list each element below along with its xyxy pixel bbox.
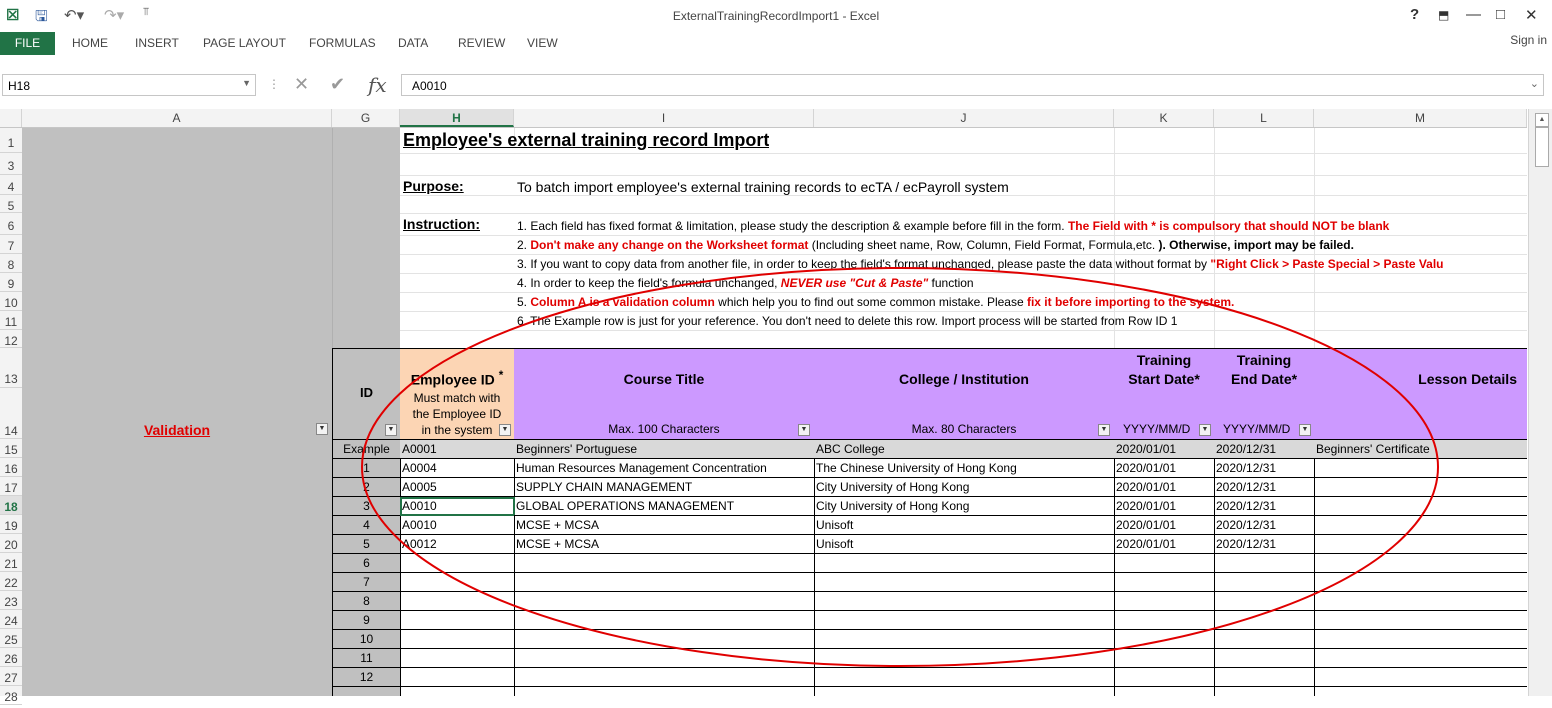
cell-lesson-details[interactable] bbox=[1314, 630, 1527, 649]
cell-employee-id[interactable]: A0012 bbox=[400, 535, 515, 554]
cell-course-title[interactable]: MCSE + MCSA bbox=[514, 535, 815, 554]
purpose-text: To batch import employee's external training records to ecTA / ecPayroll system bbox=[517, 179, 1009, 195]
tab-data[interactable]: DATA bbox=[398, 36, 429, 50]
column-header-i[interactable]: I bbox=[514, 109, 814, 127]
cell-id[interactable] bbox=[332, 687, 401, 696]
cell-college[interactable] bbox=[814, 554, 1115, 573]
cell-college[interactable] bbox=[814, 592, 1115, 611]
cell-end-date[interactable] bbox=[1214, 687, 1315, 696]
instruction-text: 3. If you want to copy data from another file, in order to keep the field's format unchanged, please paste the data without format by bbox=[517, 257, 1211, 271]
cell-college[interactable] bbox=[814, 573, 1115, 592]
cell-course-title[interactable] bbox=[514, 611, 815, 630]
instruction-label: Instruction: bbox=[403, 216, 480, 232]
filter-dropdown-icon[interactable]: ▼ bbox=[316, 423, 328, 435]
cell-start-date[interactable] bbox=[1114, 592, 1215, 611]
help-icon[interactable]: ? bbox=[1410, 6, 1420, 23]
instruction-text: 5. bbox=[517, 295, 531, 309]
cell-start-date[interactable]: 2020/01/01 bbox=[1114, 516, 1215, 535]
cell-lesson-details[interactable] bbox=[1314, 668, 1527, 687]
cell-id[interactable]: 11 bbox=[332, 649, 401, 668]
cell-start-date[interactable] bbox=[1114, 630, 1215, 649]
scrollbar-thumb[interactable] bbox=[1535, 127, 1549, 167]
window-title: ExternalTrainingRecordImport1 - Excel bbox=[672, 9, 880, 23]
column-header-l[interactable]: L bbox=[1214, 109, 1314, 127]
gridline bbox=[400, 254, 1527, 255]
row-header[interactable]: 4 bbox=[0, 175, 22, 195]
row-header[interactable]: 6 bbox=[0, 213, 22, 235]
cell-lesson-details[interactable] bbox=[1314, 554, 1527, 573]
cell-start-date[interactable] bbox=[1114, 554, 1215, 573]
cell-end-date[interactable] bbox=[1214, 573, 1315, 592]
filter-dropdown-icon[interactable]: ▼ bbox=[1098, 424, 1110, 436]
instruction-line-6: 6. The Example row is just for your reference. You don't need to delete this row. Import process will be started from Row ID 1 bbox=[517, 314, 1178, 328]
instruction-text: (Including sheet name, Row, Column, Field Format, Formula,etc. bbox=[808, 238, 1159, 252]
minimize-icon[interactable]: — bbox=[1466, 6, 1481, 23]
instruction-line-5 bbox=[517, 295, 1527, 309]
cell-end-date[interactable] bbox=[1214, 668, 1315, 687]
filter-dropdown-icon[interactable]: ▼ bbox=[499, 424, 511, 436]
cell-start-date[interactable] bbox=[1114, 573, 1215, 592]
row-header[interactable]: 14 bbox=[0, 388, 22, 439]
maximize-icon[interactable]: □ bbox=[1496, 6, 1506, 23]
cell-college[interactable]: City University of Hong Kong bbox=[814, 478, 1115, 497]
cell-id[interactable]: 9 bbox=[332, 611, 401, 630]
tab-home[interactable]: HOME bbox=[72, 36, 108, 50]
cell-lesson-details[interactable] bbox=[1314, 592, 1527, 611]
validation-label: Validation bbox=[143, 422, 211, 438]
tab-insert[interactable]: INSERT bbox=[135, 36, 179, 50]
row-header[interactable]: 22 bbox=[0, 572, 22, 591]
column-header-j[interactable]: J bbox=[814, 109, 1114, 127]
cell-employee-id[interactable] bbox=[400, 687, 515, 696]
header-end-date bbox=[1214, 348, 1315, 389]
cell-employee-id[interactable] bbox=[400, 668, 515, 687]
cell-start-date[interactable]: 2020/01/01 bbox=[1114, 535, 1215, 554]
instruction-emphasis: fix it before importing to the system. bbox=[1026, 295, 1235, 309]
tab-file[interactable]: FILE bbox=[0, 32, 55, 55]
cell-employee-id[interactable] bbox=[400, 630, 515, 649]
chevron-down-icon[interactable]: ▼ bbox=[242, 78, 251, 88]
cell-employee-id[interactable] bbox=[400, 554, 515, 573]
cell-id[interactable]: 5 bbox=[332, 535, 401, 554]
cell-end-date[interactable] bbox=[1214, 649, 1315, 668]
subheader-line: the Employee ID bbox=[412, 407, 502, 421]
instruction-emphasis: The Field with * is compulsory that should NOT be blank bbox=[1067, 219, 1390, 233]
cell-college[interactable]: Unisoft bbox=[814, 535, 1115, 554]
subheader-lesson-details bbox=[1314, 388, 1527, 440]
cell-start-date[interactable] bbox=[1114, 611, 1215, 630]
title-bar bbox=[0, 0, 1552, 32]
column-header-k[interactable]: K bbox=[1114, 109, 1214, 127]
sign-in-link[interactable]: Sign in bbox=[1510, 33, 1547, 47]
row-header[interactable]: 20 bbox=[0, 534, 22, 553]
cell-lesson-details[interactable] bbox=[1314, 497, 1527, 516]
cell-course-title[interactable]: Human Resources Management Concentration bbox=[514, 459, 815, 478]
row-header[interactable]: 28 bbox=[0, 686, 22, 705]
cell-id[interactable]: 12 bbox=[332, 668, 401, 687]
subheader-course-title: Max. 100 Characters bbox=[514, 388, 815, 440]
column-headers bbox=[0, 109, 1527, 128]
cell-end-date[interactable] bbox=[1214, 630, 1315, 649]
header-lesson-details: Lesson Details bbox=[1314, 348, 1527, 389]
cell-lesson-details[interactable]: Beginners' Certificate bbox=[1314, 440, 1527, 459]
cell-employee-id[interactable]: A0004 bbox=[400, 459, 515, 478]
cell-course-title[interactable] bbox=[514, 687, 815, 696]
cell-id[interactable]: 8 bbox=[332, 592, 401, 611]
row-header[interactable]: 19 bbox=[0, 515, 22, 534]
instruction-emphasis: NEVER use "Cut & Paste" bbox=[780, 276, 929, 290]
tab-page-layout[interactable]: PAGE LAYOUT bbox=[203, 36, 286, 50]
subheader-end-date: YYYY/MM/D bbox=[1214, 388, 1315, 440]
cell-college[interactable] bbox=[814, 630, 1115, 649]
cell-id[interactable]: 6 bbox=[332, 554, 401, 573]
cell-course-title[interactable] bbox=[514, 592, 815, 611]
instruction-line-4 bbox=[517, 276, 1527, 290]
header-course-title: Course Title bbox=[514, 348, 815, 389]
row-header[interactable]: 5 bbox=[0, 195, 22, 213]
instruction-text: 4. In order to keep the field's formula unchanged, bbox=[517, 276, 781, 290]
cell-college[interactable]: ABC College bbox=[814, 440, 1115, 459]
cell-course-title[interactable] bbox=[514, 668, 815, 687]
cell-start-date[interactable]: 2020/01/01 bbox=[1114, 497, 1215, 516]
gridline bbox=[400, 195, 1527, 196]
gridline bbox=[400, 175, 1527, 176]
instruction-text: 2. bbox=[517, 238, 531, 252]
name-box-value: H18 bbox=[8, 79, 31, 93]
row-header[interactable]: 25 bbox=[0, 629, 22, 648]
cell-college[interactable] bbox=[814, 668, 1115, 687]
cell-college[interactable]: Unisoft bbox=[814, 516, 1115, 535]
row-header[interactable]: 18 bbox=[0, 496, 22, 515]
cell-end-date[interactable]: 2020/12/31 bbox=[1214, 459, 1315, 478]
gridline bbox=[400, 153, 1527, 154]
cell-lesson-details[interactable] bbox=[1314, 573, 1527, 592]
cell-employee-id[interactable]: A0001 bbox=[400, 440, 515, 459]
header-id: ID bbox=[332, 348, 401, 440]
header-line: Start Date* bbox=[1128, 371, 1200, 387]
cell-start-date[interactable]: 2020/01/01 bbox=[1114, 440, 1215, 459]
ribbon-display-icon[interactable]: ⬒ bbox=[1438, 8, 1450, 22]
row-header[interactable]: 3 bbox=[0, 153, 22, 175]
subheader-start-date: YYYY/MM/D bbox=[1114, 388, 1215, 440]
cell-course-title[interactable] bbox=[514, 649, 815, 668]
excel-logo-icon: ☒ bbox=[6, 7, 20, 24]
cell-id[interactable]: 1 bbox=[332, 459, 401, 478]
cell-course-title[interactable] bbox=[514, 630, 815, 649]
cell-employee-id[interactable] bbox=[400, 649, 515, 668]
instruction-line-2 bbox=[517, 238, 1527, 252]
header-line: End Date* bbox=[1230, 371, 1298, 387]
row-header[interactable]: 12 bbox=[0, 330, 22, 348]
instruction-line-1 bbox=[517, 219, 1527, 233]
cell-lesson-details[interactable] bbox=[1314, 459, 1527, 478]
cell-start-date[interactable] bbox=[1114, 649, 1215, 668]
filter-dropdown-icon[interactable]: ▼ bbox=[1199, 424, 1211, 436]
header-start-date bbox=[1114, 348, 1215, 389]
cell-course-title[interactable]: GLOBAL OPERATIONS MANAGEMENT bbox=[514, 497, 815, 516]
header-employee-id bbox=[400, 348, 515, 389]
cell-id[interactable]: 10 bbox=[332, 630, 401, 649]
row-header[interactable]: 7 bbox=[0, 235, 22, 254]
header-line: Training bbox=[1236, 352, 1292, 368]
purpose-label: Purpose: bbox=[403, 178, 464, 194]
insert-function-icon[interactable]: fx bbox=[368, 73, 387, 97]
cell-employee-id[interactable] bbox=[400, 573, 515, 592]
cell-employee-id[interactable]: A0010 bbox=[400, 516, 515, 535]
filter-dropdown-icon[interactable]: ▼ bbox=[385, 424, 397, 436]
gridline bbox=[400, 311, 1527, 312]
cell-id[interactable]: 4 bbox=[332, 516, 401, 535]
cell-college[interactable] bbox=[814, 611, 1115, 630]
cell-lesson-details[interactable] bbox=[1314, 535, 1527, 554]
instruction-emphasis: Column A is a validation column bbox=[530, 295, 715, 309]
row-header[interactable]: 15 bbox=[0, 439, 22, 458]
gridline bbox=[400, 235, 1527, 236]
cancel-icon[interactable]: ✕ bbox=[294, 74, 310, 94]
filter-dropdown-icon[interactable]: ▼ bbox=[798, 424, 810, 436]
instruction-text: which help you to find out some common mistake. Please bbox=[714, 295, 1027, 309]
cell-lesson-details[interactable] bbox=[1314, 611, 1527, 630]
tab-formulas[interactable]: FORMULAS bbox=[309, 36, 376, 50]
column-header-g[interactable]: G bbox=[332, 109, 400, 127]
cell-start-date[interactable] bbox=[1114, 668, 1215, 687]
cell-lesson-details[interactable] bbox=[1314, 478, 1527, 497]
row-header[interactable]: 26 bbox=[0, 648, 22, 667]
cell-college[interactable]: The Chinese University of Hong Kong bbox=[814, 459, 1115, 478]
cell-lesson-details[interactable] bbox=[1314, 649, 1527, 668]
required-star: * bbox=[498, 369, 504, 382]
row-header[interactable]: 21 bbox=[0, 553, 22, 572]
instruction-text: 1. Each field has fixed format & limitation, please study the description & example before fill in the form. bbox=[517, 219, 1068, 233]
cell-start-date[interactable]: 2020/01/01 bbox=[1114, 459, 1215, 478]
vertical-scrollbar[interactable] bbox=[1528, 109, 1552, 696]
row-header[interactable]: 27 bbox=[0, 667, 22, 686]
select-all-corner[interactable] bbox=[0, 109, 22, 127]
cell-end-date[interactable] bbox=[1214, 611, 1315, 630]
row-header[interactable]: 17 bbox=[0, 477, 22, 496]
instruction-text: ). Otherwise, import may be failed. bbox=[1158, 238, 1354, 252]
cell-id[interactable]: 2 bbox=[332, 478, 401, 497]
row-header[interactable]: 1 bbox=[0, 128, 22, 153]
header-line: Training bbox=[1136, 352, 1192, 368]
cell-end-date[interactable] bbox=[1214, 554, 1315, 573]
cell-end-date[interactable]: 2020/12/31 bbox=[1214, 440, 1315, 459]
cell-employee-id[interactable] bbox=[400, 592, 515, 611]
enter-icon[interactable]: ✔ bbox=[330, 74, 346, 94]
cell-end-date[interactable]: 2020/12/31 bbox=[1214, 478, 1315, 497]
name-box[interactable] bbox=[2, 74, 256, 96]
row-header[interactable]: 24 bbox=[0, 610, 22, 629]
cell-course-title[interactable] bbox=[514, 573, 815, 592]
row-header[interactable]: 13 bbox=[0, 348, 22, 388]
column-divider bbox=[332, 128, 333, 348]
subheader-employee-id bbox=[400, 388, 515, 440]
cell-college[interactable] bbox=[814, 649, 1115, 668]
cell-id[interactable]: Example bbox=[332, 440, 401, 459]
cell-course-title[interactable] bbox=[514, 554, 815, 573]
column-header-a[interactable]: A bbox=[22, 109, 332, 127]
cell-end-date[interactable]: 2020/12/31 bbox=[1214, 497, 1315, 516]
cell-lesson-details[interactable] bbox=[1314, 516, 1527, 535]
row-header[interactable]: 9 bbox=[0, 273, 22, 292]
instruction-emphasis: "Right Click > Paste Special > Paste Valu bbox=[1210, 257, 1444, 271]
cell-college[interactable]: City University of Hong Kong bbox=[814, 497, 1115, 516]
row-header[interactable]: 11 bbox=[0, 311, 22, 330]
gridline bbox=[400, 330, 1527, 331]
save-icon[interactable]: 🖫 bbox=[35, 8, 48, 25]
tab-view[interactable]: VIEW bbox=[527, 36, 558, 50]
row-header[interactable]: 10 bbox=[0, 292, 22, 311]
gridline bbox=[400, 213, 1527, 214]
customize-toolbar-icon[interactable]: ⫪ bbox=[143, 6, 150, 18]
instruction-emphasis: Don't make any change on the Worksheet format bbox=[530, 238, 809, 252]
cell-end-date[interactable] bbox=[1214, 592, 1315, 611]
formula-buttons bbox=[288, 74, 398, 96]
formula-input[interactable] bbox=[401, 74, 1544, 96]
cell-start-date[interactable] bbox=[1114, 687, 1215, 696]
column-header-m[interactable]: M bbox=[1314, 109, 1527, 127]
ribbon-tabs bbox=[0, 32, 1552, 56]
header-employee-id-label: Employee ID bbox=[410, 371, 495, 388]
cell-end-date[interactable]: 2020/12/31 bbox=[1214, 516, 1315, 535]
instruction-line-3 bbox=[517, 257, 1527, 271]
row-header[interactable]: 8 bbox=[0, 254, 22, 273]
cell-end-date[interactable]: 2020/12/31 bbox=[1214, 535, 1315, 554]
close-icon[interactable]: ✕ bbox=[1525, 7, 1538, 24]
cell-college[interactable] bbox=[814, 687, 1115, 696]
formula-bar-grip-icon: ⋮ bbox=[268, 77, 280, 91]
tab-review[interactable]: REVIEW bbox=[458, 36, 506, 50]
cell-employee-id[interactable] bbox=[400, 611, 515, 630]
subheader-college: Max. 80 Characters bbox=[814, 388, 1115, 440]
expand-formula-icon[interactable]: ⌄ bbox=[1529, 78, 1539, 90]
cell-start-date[interactable]: 2020/01/01 bbox=[1114, 478, 1215, 497]
row-header[interactable]: 23 bbox=[0, 591, 22, 610]
gridline bbox=[400, 292, 1527, 293]
subheader-line: in the system bbox=[421, 423, 493, 437]
cell-course-title[interactable]: Beginners' Portuguese bbox=[514, 440, 815, 459]
cell-course-title[interactable]: SUPPLY CHAIN MANAGEMENT bbox=[514, 478, 815, 497]
column-header-h[interactable]: H bbox=[400, 109, 514, 127]
gridline bbox=[400, 273, 1527, 274]
cell-employee-id[interactable]: A0005 bbox=[400, 478, 515, 497]
cell-course-title[interactable]: MCSE + MCSA bbox=[514, 516, 815, 535]
subheader-line: Must match with bbox=[413, 391, 501, 405]
row-header[interactable]: 16 bbox=[0, 458, 22, 477]
cell-id[interactable]: 3 bbox=[332, 497, 401, 516]
redo-icon[interactable]: ↷▾ bbox=[104, 7, 125, 24]
row-headers bbox=[0, 128, 23, 704]
filter-dropdown-icon[interactable]: ▼ bbox=[1299, 424, 1311, 436]
undo-icon[interactable]: ↶▾ bbox=[64, 7, 85, 24]
cell-employee-id-selected[interactable]: A0010 bbox=[400, 497, 515, 516]
instruction-text: function bbox=[928, 276, 974, 290]
formula-value: A0010 bbox=[412, 79, 447, 93]
sheet-title: Employee's external training record Import bbox=[403, 130, 770, 150]
cell-id[interactable]: 7 bbox=[332, 573, 401, 592]
scroll-up-icon[interactable]: ▲ bbox=[1535, 113, 1549, 127]
header-college: College / Institution bbox=[814, 348, 1115, 389]
